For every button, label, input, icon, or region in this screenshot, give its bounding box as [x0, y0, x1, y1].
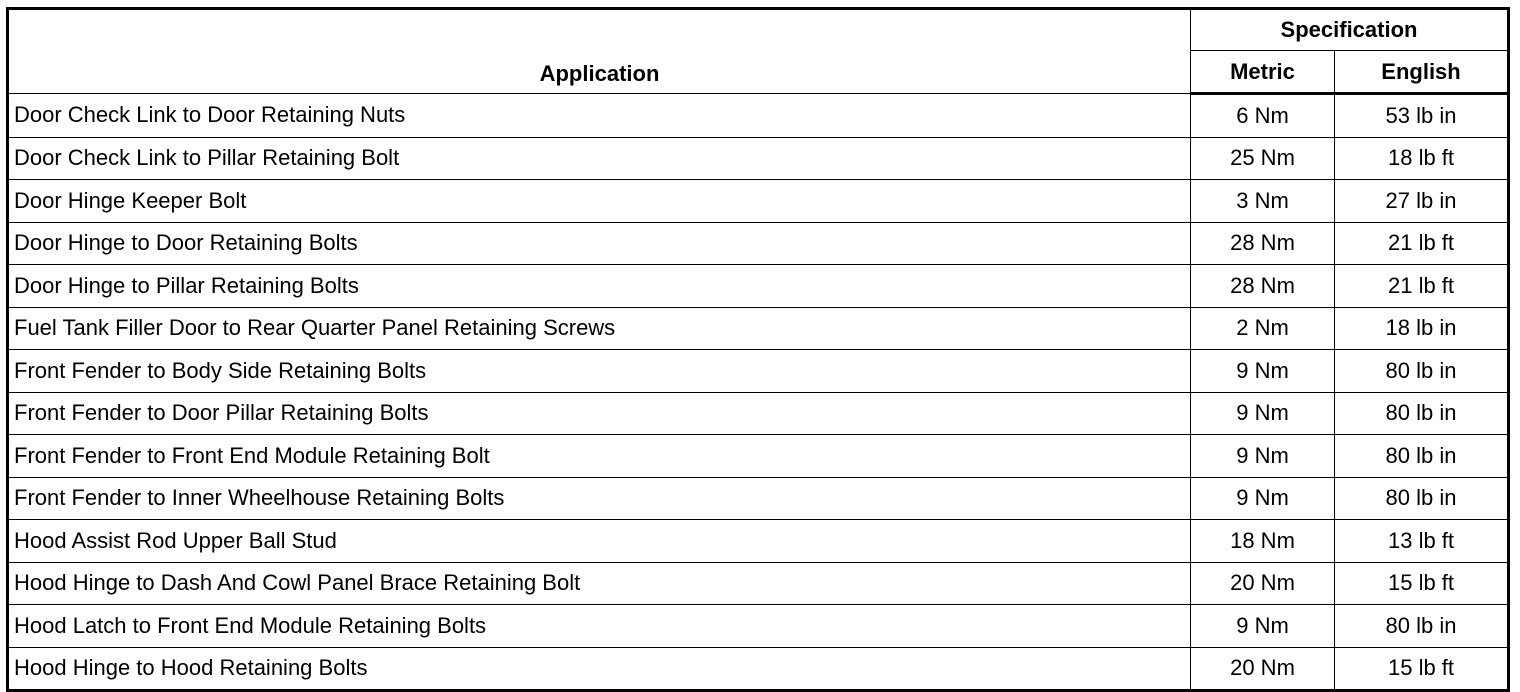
- metric-cell: 28 Nm: [1191, 222, 1335, 265]
- table-header: [8, 9, 1509, 94]
- english-column-header: English: [1335, 51, 1509, 94]
- application-cell: Door Check Link to Pillar Retaining Bolt: [8, 137, 1191, 180]
- metric-cell: 20 Nm: [1191, 562, 1335, 605]
- application-cell: Front Fender to Door Pillar Retaining Bolts: [8, 392, 1191, 435]
- metric-cell: 9 Nm: [1191, 392, 1335, 435]
- fastener-specification-table: [6, 7, 1510, 692]
- application-cell: Hood Hinge to Dash And Cowl Panel Brace Retaining Bolt: [8, 562, 1191, 605]
- table-row: [8, 350, 1509, 393]
- english-cell: 80 lb in: [1335, 605, 1509, 648]
- english-cell: 80 lb in: [1335, 350, 1509, 393]
- metric-cell: 9 Nm: [1191, 605, 1335, 648]
- table-row: [8, 647, 1509, 691]
- table-row: [8, 222, 1509, 265]
- metric-cell: 20 Nm: [1191, 647, 1335, 691]
- table-row: [8, 520, 1509, 563]
- application-cell: Door Hinge Keeper Bolt: [8, 180, 1191, 223]
- english-cell: 18 lb ft: [1335, 137, 1509, 180]
- metric-cell: 6 Nm: [1191, 94, 1335, 138]
- english-cell: 80 lb in: [1335, 435, 1509, 478]
- metric-cell: 9 Nm: [1191, 350, 1335, 393]
- metric-cell: 3 Nm: [1191, 180, 1335, 223]
- application-cell: Door Hinge to Pillar Retaining Bolts: [8, 265, 1191, 308]
- table-row: [8, 265, 1509, 308]
- english-cell: 21 lb ft: [1335, 265, 1509, 308]
- application-cell: Door Check Link to Door Retaining Nuts: [8, 94, 1191, 138]
- metric-cell: 9 Nm: [1191, 435, 1335, 478]
- header-row-top: [8, 9, 1509, 51]
- table-row: [8, 605, 1509, 648]
- application-cell: Door Hinge to Door Retaining Bolts: [8, 222, 1191, 265]
- english-cell: 80 lb in: [1335, 392, 1509, 435]
- metric-cell: 18 Nm: [1191, 520, 1335, 563]
- table-row: [8, 435, 1509, 478]
- table-row: [8, 137, 1509, 180]
- application-cell: Front Fender to Inner Wheelhouse Retaining Bolts: [8, 477, 1191, 520]
- table-row: [8, 180, 1509, 223]
- metric-cell: 25 Nm: [1191, 137, 1335, 180]
- table-row: [8, 562, 1509, 605]
- english-cell: 18 lb in: [1335, 307, 1509, 350]
- english-cell: 21 lb ft: [1335, 222, 1509, 265]
- table-row: [8, 94, 1509, 138]
- table-row: [8, 392, 1509, 435]
- application-column-header: Application: [8, 9, 1191, 94]
- english-cell: 13 lb ft: [1335, 520, 1509, 563]
- application-cell: Fuel Tank Filler Door to Rear Quarter Panel Retaining Screws: [8, 307, 1191, 350]
- application-cell: Front Fender to Body Side Retaining Bolts: [8, 350, 1191, 393]
- metric-cell: 28 Nm: [1191, 265, 1335, 308]
- english-cell: 27 lb in: [1335, 180, 1509, 223]
- english-cell: 53 lb in: [1335, 94, 1509, 138]
- metric-cell: 9 Nm: [1191, 477, 1335, 520]
- application-cell: Hood Assist Rod Upper Ball Stud: [8, 520, 1191, 563]
- english-cell: 15 lb ft: [1335, 647, 1509, 691]
- application-cell: Front Fender to Front End Module Retaining Bolt: [8, 435, 1191, 478]
- metric-column-header: Metric: [1191, 51, 1335, 94]
- metric-cell: 2 Nm: [1191, 307, 1335, 350]
- english-cell: 15 lb ft: [1335, 562, 1509, 605]
- table-row: [8, 307, 1509, 350]
- table-body: [8, 94, 1509, 691]
- table-row: [8, 477, 1509, 520]
- application-cell: Hood Hinge to Hood Retaining Bolts: [8, 647, 1191, 691]
- english-cell: 80 lb in: [1335, 477, 1509, 520]
- specification-column-header: Specification: [1191, 9, 1509, 51]
- application-cell: Hood Latch to Front End Module Retaining Bolts: [8, 605, 1191, 648]
